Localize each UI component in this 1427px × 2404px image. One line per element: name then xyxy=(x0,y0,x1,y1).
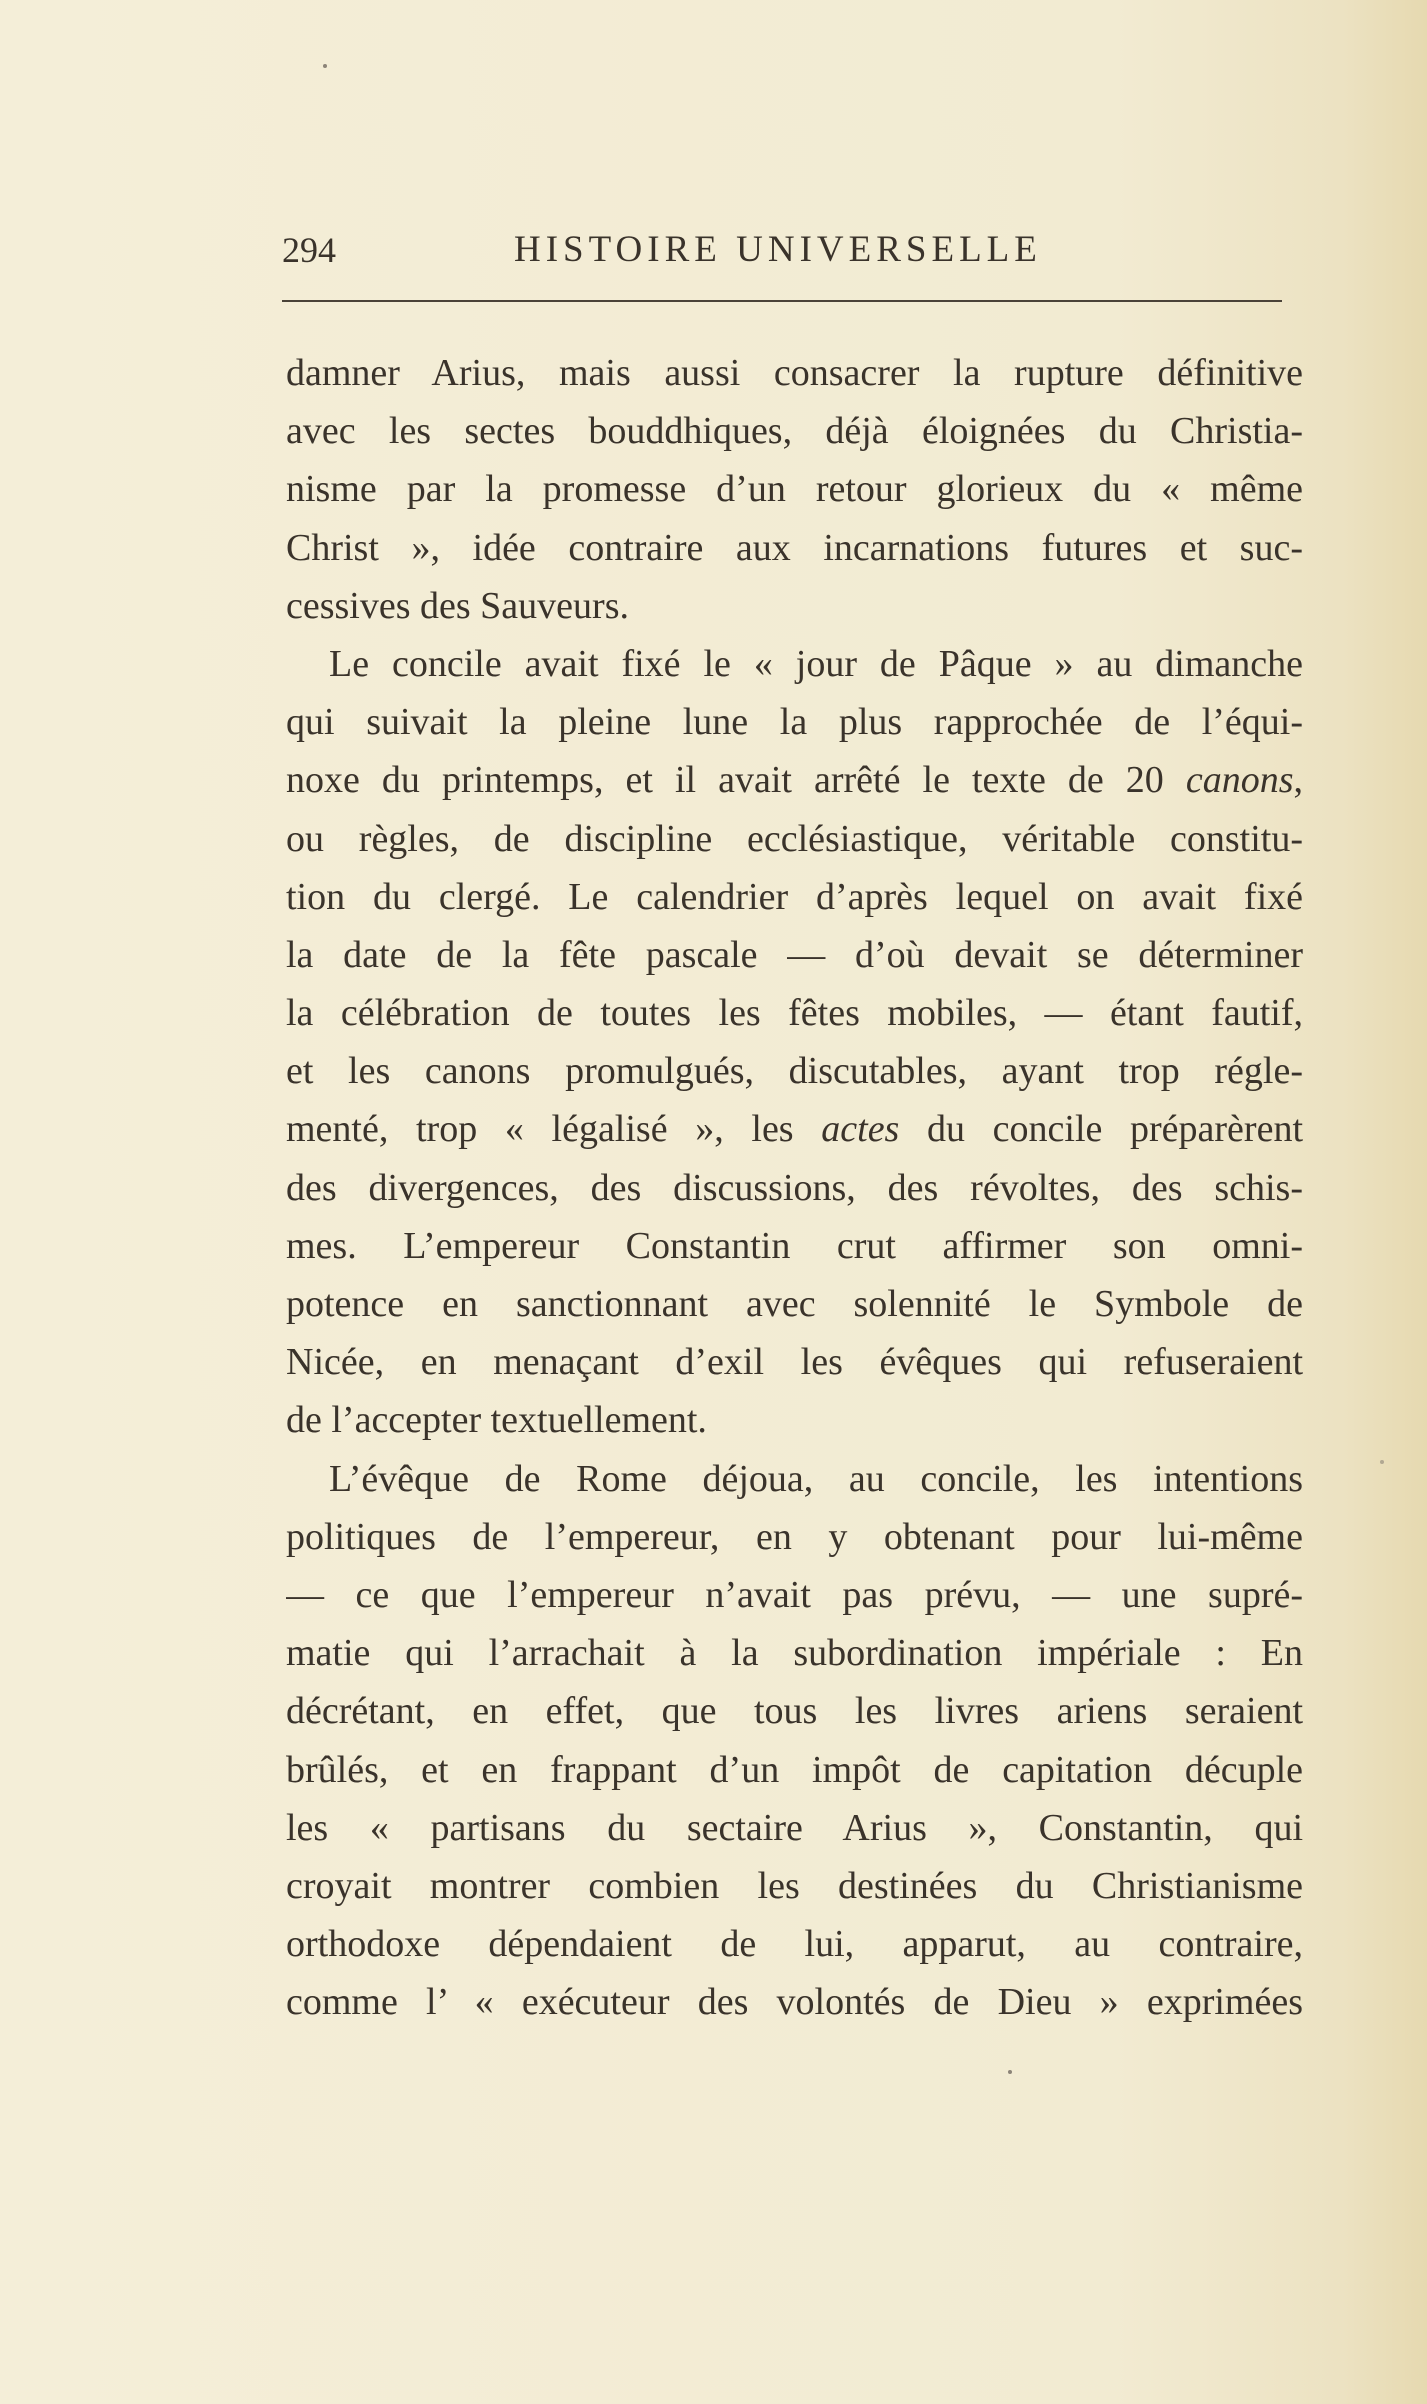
text-line: matie qui l’arrachait à la subordination impériale : En xyxy=(286,1632,1303,1675)
text-line: mes. L’empereur Constantin crut affirmer son omni- xyxy=(286,1224,1303,1267)
text-line: brûlés, et en frappant d’un impôt de capitation décuple xyxy=(286,1748,1303,1791)
text-line: Christ », idée contraire aux incarnations futures et suc- xyxy=(286,526,1303,569)
text-line: comme l’ « exécuteur des volontés de Dieu » exprimées xyxy=(286,1981,1303,2024)
text-line: des divergences, des discussions, des révoltes, des schis- xyxy=(286,1166,1303,1209)
text-line: tion du clergé. Le calendrier d’après lequel on avait fixé xyxy=(286,875,1303,918)
text-line: potence en sanctionnant avec solennité le Symbole de xyxy=(286,1283,1303,1325)
text-line: cessives des Sauveurs. xyxy=(286,584,629,627)
text-line: L’évêque de Rome déjoua, au concile, les intentions xyxy=(329,1457,1303,1500)
text-line: nisme par la promesse d’un retour glorieux du « même xyxy=(286,468,1303,511)
body-text xyxy=(286,344,1303,2031)
text-line: avec les sectes bouddhiques, déjà éloignées du Christia- xyxy=(286,410,1303,453)
text-line: de l’accepter textuellement. xyxy=(286,1399,707,1442)
text-segment: , xyxy=(1293,759,1303,802)
text-line: damner Arius, mais aussi consacrer la rupture définitive xyxy=(286,352,1303,394)
text-line: qui suivait la pleine lune la plus rapprochée de l’équi- xyxy=(286,701,1303,744)
text-segment: noxe du printemps, et il avait arrêté le texte de 20 xyxy=(286,759,1164,802)
paper-speck xyxy=(1380,1460,1384,1464)
page-header xyxy=(282,228,1282,272)
paper-speck xyxy=(323,64,327,68)
text-segment: menté, trop « légalisé », les xyxy=(286,1108,794,1151)
page-number: 294 xyxy=(282,230,336,270)
paper-speck xyxy=(1008,2070,1012,2074)
text-line: Nicée, en menaçant d’exil les évêques qui refuseraient xyxy=(286,1341,1303,1384)
text-line: la date de la fête pascale — d’où devait se déterminer xyxy=(286,933,1303,976)
text-line: la célébration de toutes les fêtes mobiles, — étant fautif, xyxy=(286,992,1303,1035)
text-line: croyait montrer combien les destinées du Christianisme xyxy=(286,1864,1303,1907)
text-line: — ce que l’empereur n’avait pas prévu, — une supré- xyxy=(286,1573,1303,1616)
text-segment: du concile préparèrent xyxy=(927,1108,1303,1151)
text-line: et les canons promulgués, discutables, ayant trop régle- xyxy=(286,1050,1303,1093)
italic-term-actes: actes xyxy=(821,1108,900,1151)
header-rule xyxy=(282,300,1282,302)
text-line: Le concile avait fixé le « jour de Pâque » au dimanche xyxy=(329,642,1303,685)
running-title: HISTOIRE UNIVERSELLE xyxy=(514,229,1042,270)
text-line-with-italic xyxy=(286,1100,1303,1158)
text-line: orthodoxe dépendaient de lui, apparut, au contraire, xyxy=(286,1923,1303,1966)
text-line: décrétant, en effet, que tous les livres ariens seraient xyxy=(286,1690,1303,1733)
text-line: politiques de l’empereur, en y obtenant pour lui-même xyxy=(286,1515,1303,1558)
text-line: ou règles, de discipline ecclésiastique, véritable constitu- xyxy=(286,817,1303,860)
text-line-with-italic xyxy=(286,751,1303,809)
text-line: les « partisans du sectaire Arius », Constantin, qui xyxy=(286,1806,1303,1849)
italic-term-canons: canons xyxy=(1185,759,1294,802)
